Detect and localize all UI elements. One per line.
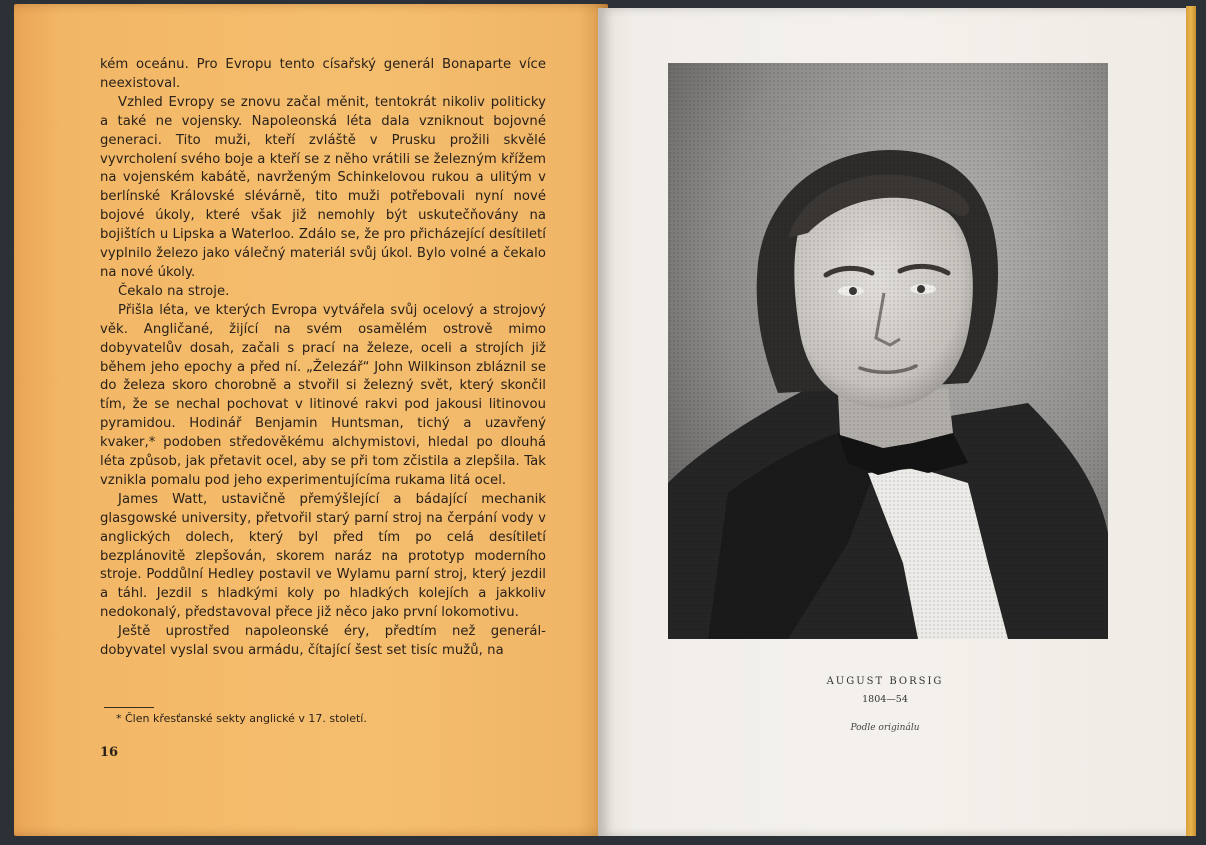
paragraph: Vzhled Evropy se znovu začal měnit, tentokrát nikoliv politicky a také ne vojensky. Napoleonská léta dala vzniknout bojovné generaci. Tito muži, kteří zvláště v Prusku prožili skvělé vyvrcholení svého boje a kteří se z něho vrátili se železným křížem na vojenském kabátě, navrženým Schinkelovou rukou a ulitým v berlínské Královské slévárně, tito muži potřebovali nyní nové bojové úkoly, které však již nemohly být uskutečňovány na bojištích u Lipska a Waterloo. Zdálo se, že pro přicházející desítiletí vyplnilo železo jako válečný materiál svůj úkol. Bylo volné a čekalo na nové úkoly. [100, 94, 546, 280]
portrait-caption-source: Podle originálu [850, 723, 920, 733]
paragraph: Čekalo na stroje. [118, 283, 230, 299]
paragraph: James Watt, ustavičně přemýšlející a bádající mechanik glasgowské university, přetvořil starý parní stroj na čerpání vody v anglických dolech, který byl před tím po celá desítiletí bezplánovitě zlepšován, skorem naráz na prototyp moderního stroje. Poddůlní Hedley postavil ve Wylamu parní stroj, který jezdil a táhl. Jezdil s hladkými koly po hladkých kolejích a jakkoliv nedokonalý, představoval přece již něco jako první lokomotivu. [100, 491, 546, 621]
portrait-caption-years: 1804—54 [862, 694, 908, 705]
footnote: * Člen křesťanské sekty anglické v 17. století. [116, 712, 367, 725]
portrait-illustration [668, 63, 1108, 639]
paragraph: Ještě uprostřed napoleonské éry, předtím než generál-dobyvatel vyslal svou armádu, čítající šest set tisíc mužů, na [100, 624, 546, 659]
page-edge [1186, 6, 1196, 836]
portrait-caption-name: AUGUST BORSIG [826, 676, 944, 687]
paragraph: kém oceánu. Pro Evropu tento císařský generál Bonaparte více neexistoval. [100, 57, 546, 91]
page-number: 16 [100, 745, 119, 760]
footnote-rule [104, 707, 154, 708]
body-text [100, 56, 546, 661]
paragraph: Přišla léta, ve kterých Evropa vytvářela svůj ocelový a strojový věk. Angličané, žijící na svém osamělém ostrově mimo dobyvatelův dosah, začali s prací na železe, oceli a strojích již během jeho epochy a před ní. „Železář“ John Wilkinson zbláznil se do železa skoro chorobně a stvořil si železný svět, který skončil tím, že se nechal pochovat v litinové rakvi pod jakousi litinovou pyramidou. Hodinář Benjamin Huntsman, tichý a uzavřený kvaker,* podoben středověkému alchymistovi, hledal po dlouhá léta způsob, jak přetavit ocel, aby se při tom zčistila a zlepšila. Tak vznikla pomalu pod jeho experimentujícíma rukama litá ocel. [100, 302, 546, 488]
